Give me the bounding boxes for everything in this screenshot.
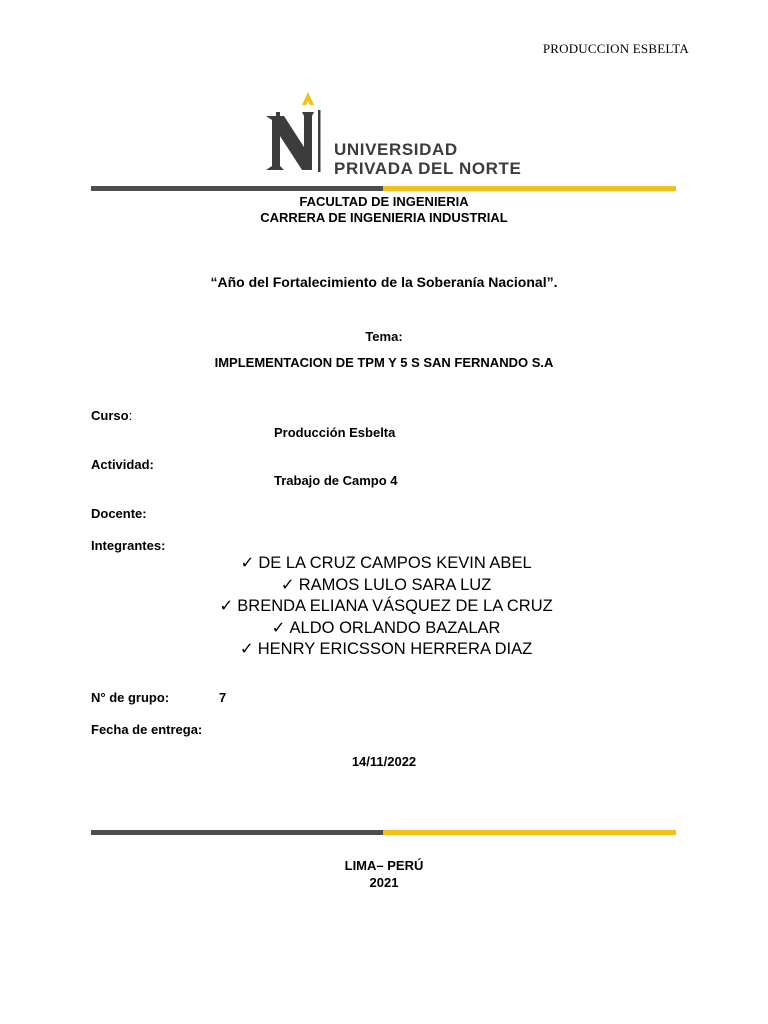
member-name: RAMOS LULO SARA LUZ bbox=[298, 575, 492, 594]
checkmark-icon: ✓ bbox=[219, 597, 234, 615]
career-title: CARRERA DE INGENIERIA INDUSTRIAL bbox=[260, 210, 508, 225]
list-item bbox=[0, 596, 768, 618]
checkmark-icon: ✓ bbox=[240, 554, 255, 572]
member-name: BRENDA ELIANA VÁSQUEZ DE LA CRUZ bbox=[237, 597, 553, 615]
bottom-divider-dark bbox=[91, 830, 383, 835]
year-motto: “Año del Fortalecimiento de la Soberanía Nacional”. bbox=[210, 274, 558, 290]
checkmark-icon: ✓ bbox=[280, 575, 295, 594]
logo-line-1: UNIVERSIDAD bbox=[334, 140, 458, 159]
checkmark-icon: ✓ bbox=[239, 640, 254, 658]
group-label: N° de grupo: bbox=[91, 690, 170, 705]
members-list bbox=[0, 553, 768, 661]
list-item bbox=[0, 575, 768, 597]
activity-value: Trabajo de Campo 4 bbox=[274, 473, 398, 488]
members-label: Integrantes: bbox=[91, 538, 166, 553]
delivery-date: 14/11/2022 bbox=[351, 754, 417, 769]
delivery-label: Fecha de entrega: bbox=[91, 722, 203, 737]
teacher-label: Docente: bbox=[91, 506, 147, 521]
member-name: HENRY ERICSSON HERRERA DIAZ bbox=[257, 640, 533, 658]
group-value: 7 bbox=[219, 690, 227, 705]
list-item bbox=[0, 618, 768, 640]
checkmark-icon: ✓ bbox=[271, 618, 286, 637]
running-header: PRODUCCION ESBELTA bbox=[542, 41, 689, 56]
footer-city: LIMA– PERÚ bbox=[344, 858, 424, 873]
university-logo bbox=[262, 92, 522, 176]
member-name: DE LA CRUZ CAMPOS KEVIN ABEL bbox=[258, 554, 532, 572]
member-name: ALDO ORLANDO BAZALAR bbox=[289, 618, 501, 637]
faculty-title: FACULTAD DE INGENIERIA bbox=[299, 194, 469, 209]
logo-line-2: PRIVADA DEL NORTE bbox=[334, 159, 522, 178]
list-item bbox=[0, 553, 768, 575]
top-divider-dark bbox=[91, 186, 383, 191]
logo-wordmark bbox=[334, 140, 521, 178]
course-label-text: Curso bbox=[91, 408, 129, 423]
upn-n-logo-icon bbox=[262, 92, 332, 176]
topic-value: IMPLEMENTACION DE TPM Y 5 S SAN FERNANDO S.A bbox=[214, 355, 554, 370]
course-label-colon: : bbox=[128, 408, 133, 423]
topic-label: Tema: bbox=[365, 329, 403, 344]
bottom-divider-gold bbox=[383, 830, 676, 835]
footer-year: 2021 bbox=[369, 875, 399, 890]
course-value: Producción Esbelta bbox=[274, 425, 396, 440]
top-divider-gold bbox=[383, 186, 676, 191]
course-label bbox=[91, 408, 132, 424]
activity-label: Actividad: bbox=[91, 457, 154, 472]
list-item bbox=[0, 639, 768, 661]
